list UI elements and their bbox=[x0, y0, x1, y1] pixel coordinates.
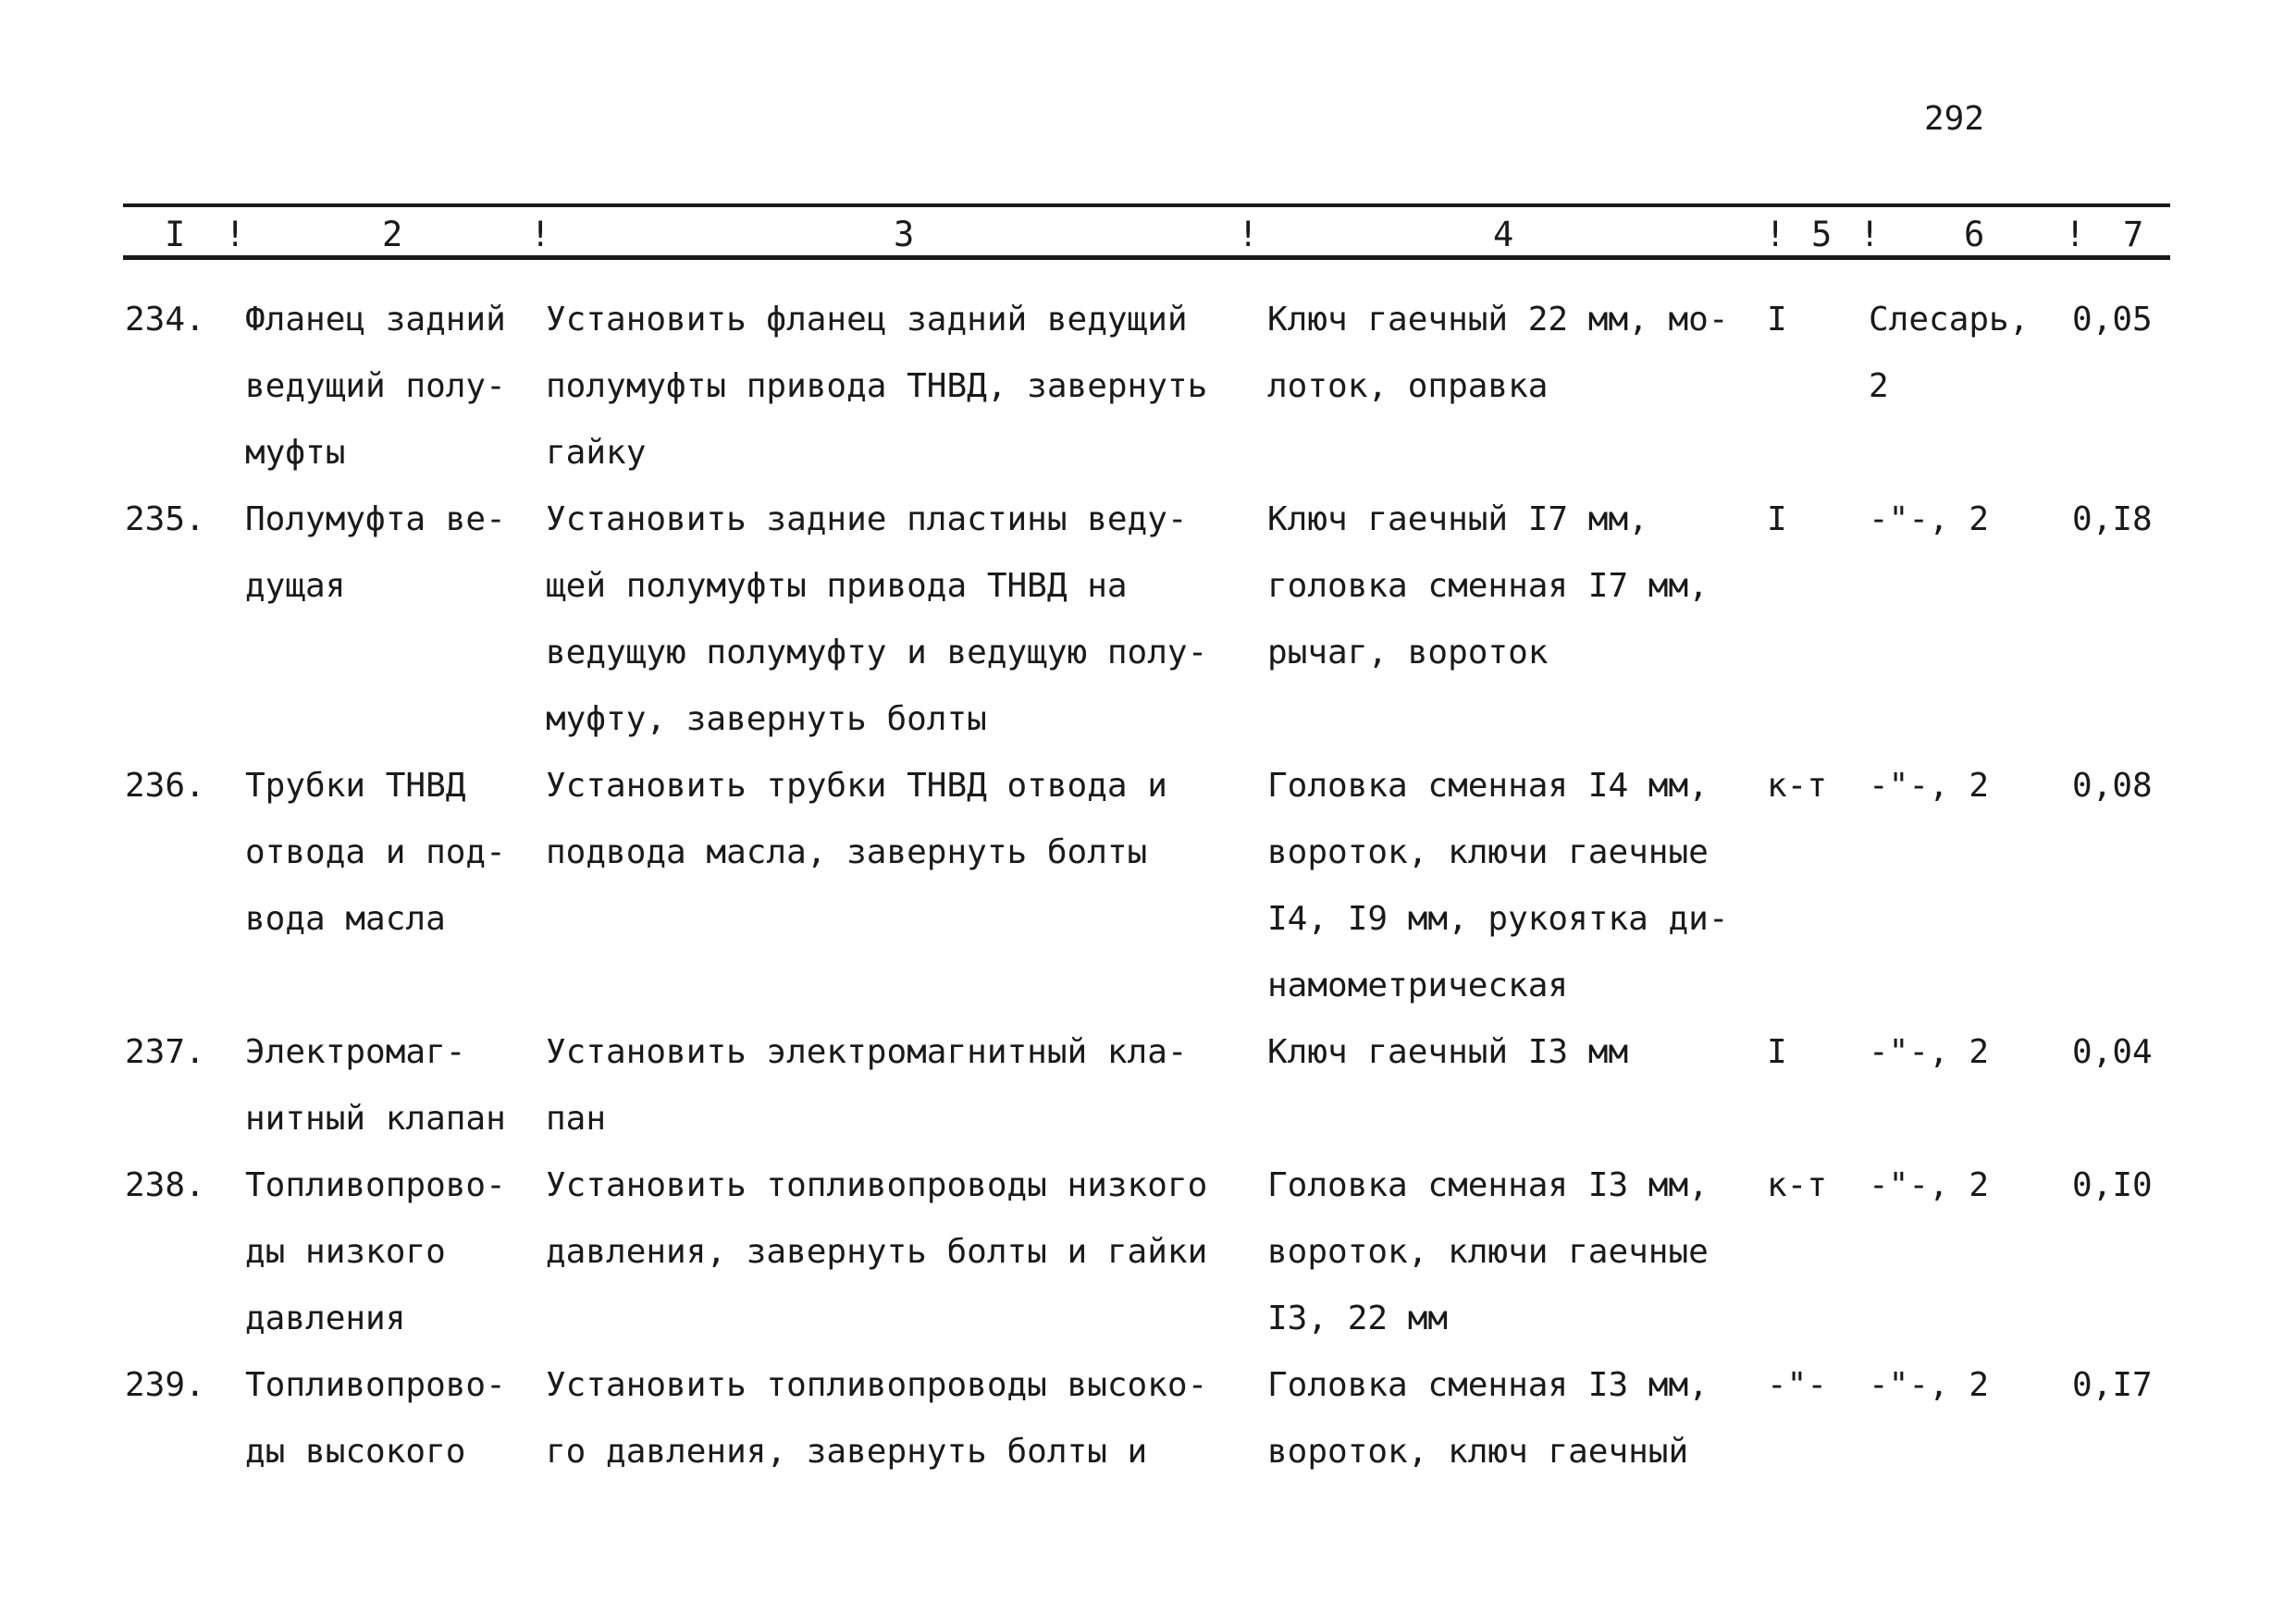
worker: -"-, 2 bbox=[1869, 1166, 1990, 1204]
tools-text: Ключ гаечный 22 мм, мо- лоток, оправка bbox=[1267, 301, 1729, 405]
time-norm: 0,I7 bbox=[2072, 1366, 2153, 1404]
header-col7: 7 bbox=[2123, 215, 2144, 254]
header-col1: I bbox=[165, 215, 186, 254]
tools-text: Головка сменная I4 мм, вороток, ключи гаечные I4, I9 мм, рукоятка ди- намометрическая bbox=[1267, 767, 1729, 1004]
page-number: 292 bbox=[1924, 100, 1985, 138]
row-number: 236. bbox=[125, 767, 205, 805]
header-separator: ! bbox=[1859, 215, 1881, 254]
header-col2: 2 bbox=[382, 215, 403, 254]
part-name: Топливопрово- ды высокого bbox=[245, 1366, 506, 1471]
worker: -"-, 2 bbox=[1869, 767, 1990, 805]
part-name: Трубки ТНВД отвода и под- вода масла bbox=[245, 767, 506, 938]
table-bottom-rule bbox=[123, 255, 2170, 260]
operation-text: Установить топливопроводы низкого давления, завернуть болты и гайки bbox=[546, 1166, 1208, 1271]
quantity: -"- bbox=[1767, 1366, 1828, 1404]
operation-text: Установить задние пластины веду- щей полумуфты привода ТНВД на ведущую полумуфту и ведущую полу- муфту, завернуть болты bbox=[546, 500, 1208, 738]
quantity: к-т bbox=[1767, 1166, 1828, 1204]
header-separator: ! bbox=[225, 215, 246, 254]
header-col5: 5 bbox=[1811, 215, 1833, 254]
quantity: I bbox=[1767, 301, 1787, 339]
header-col3: 3 bbox=[894, 215, 915, 254]
part-name: Полумуфта ве- дущая bbox=[245, 500, 506, 605]
operation-text: Установить фланец задний ведущий полумуфты привода ТНВД, завернуть гайку bbox=[546, 301, 1208, 472]
part-name: Электромаг- нитный клапан bbox=[245, 1033, 506, 1138]
header-separator: ! bbox=[2065, 215, 2086, 254]
part-name: Фланец задний ведущий полу- муфты bbox=[245, 301, 506, 472]
quantity: к-т bbox=[1767, 767, 1828, 805]
header-col4: 4 bbox=[1493, 215, 1514, 254]
row-number: 235. bbox=[125, 500, 205, 538]
time-norm: 0,I8 bbox=[2072, 500, 2153, 538]
quantity: I bbox=[1767, 500, 1787, 538]
time-norm: 0,I0 bbox=[2072, 1166, 2153, 1204]
header-separator: ! bbox=[1238, 215, 1259, 254]
tools-text: Ключ гаечный I3 мм bbox=[1267, 1033, 1629, 1071]
worker: -"-, 2 bbox=[1869, 500, 1990, 538]
part-name: Топливопрово- ды низкого давления bbox=[245, 1166, 506, 1337]
time-norm: 0,04 bbox=[2072, 1033, 2153, 1071]
header-separator: ! bbox=[530, 215, 551, 254]
row-number: 239. bbox=[125, 1366, 205, 1404]
header-separator: ! bbox=[1765, 215, 1786, 254]
quantity: I bbox=[1767, 1033, 1787, 1071]
operation-text: Установить электромагнитный кла- пан bbox=[546, 1033, 1188, 1138]
row-number: 238. bbox=[125, 1166, 205, 1204]
row-number: 234. bbox=[125, 301, 205, 339]
header-col6: 6 bbox=[1964, 215, 1985, 254]
tools-text: Головка сменная I3 мм, вороток, ключи гаечные I3, 22 мм bbox=[1267, 1166, 1709, 1337]
operation-text: Установить трубки ТНВД отвода и подвода масла, завернуть болты bbox=[546, 767, 1167, 871]
worker: -"-, 2 bbox=[1869, 1366, 1990, 1404]
worker: Слесарь, 2 bbox=[1869, 301, 2030, 405]
row-number: 237. bbox=[125, 1033, 205, 1071]
table-top-rule bbox=[123, 203, 2170, 207]
tools-text: Ключ гаечный I7 мм, головка сменная I7 мм, рычаг, вороток bbox=[1267, 500, 1709, 671]
operation-text: Установить топливопроводы высоко- го давления, завернуть болты и bbox=[546, 1366, 1208, 1471]
worker: -"-, 2 bbox=[1869, 1033, 1990, 1071]
tools-text: Головка сменная I3 мм, вороток, ключ гаечный bbox=[1267, 1366, 1709, 1471]
time-norm: 0,05 bbox=[2072, 301, 2153, 339]
time-norm: 0,08 bbox=[2072, 767, 2153, 805]
